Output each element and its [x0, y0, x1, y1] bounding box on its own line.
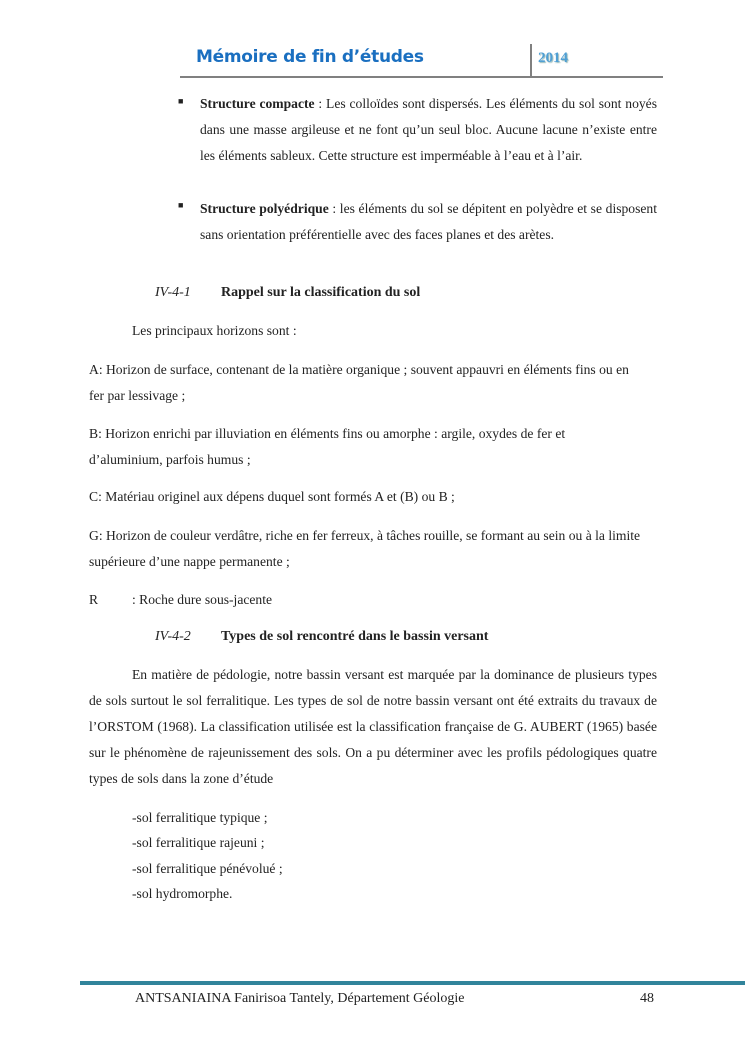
bullet-icon: ■ [178, 200, 184, 210]
bullet-item [200, 91, 657, 169]
horizon-g: G: Horizon de couleur verdâtre, riche en fer ferreux, à tâches rouille, se formant au sein ou à la limite supérieure d’une nappe permanente ; [89, 528, 641, 569]
header-separator [530, 44, 532, 77]
intro-text: Les principaux horizons sont : [132, 323, 297, 338]
section-title: Types de sol rencontré dans le bassin versant [221, 629, 489, 644]
soil-type-list [132, 805, 283, 906]
footer-author: ANTSANIAINA Fanirisoa Tantely, Département Géologie [135, 991, 465, 1006]
list-item: -sol ferralitique rajeuni ; [132, 835, 265, 851]
section-heading-2 [155, 629, 489, 645]
header-year: 2014 [538, 50, 568, 66]
bullet-term: Structure polyédrique [200, 201, 329, 216]
section-number: IV-4-2 [155, 629, 191, 644]
bullet-text: : les éléments du sol se dépitent en polyèdre et se disposent sans orientation préférentielle avec des faces planes et des arètes. [200, 201, 657, 242]
header-rule [180, 76, 663, 78]
footer-rule [80, 981, 745, 985]
bullet-item [200, 196, 657, 248]
bullet-icon: ■ [178, 96, 184, 106]
bullet-term: Structure compacte [200, 96, 315, 111]
list-item: -sol hydromorphe. [132, 885, 233, 901]
header-title: Mémoire de fin d’études [196, 47, 424, 67]
horizon-b: B: Horizon enrichi par illuviation en éléments fins ou amorphe : argile, oxydes de fer et d’aluminium, parfois humus ; [89, 426, 566, 467]
section-title: Rappel sur la classification du sol [221, 285, 421, 300]
section-heading-1 [155, 285, 421, 301]
section-number: IV-4-1 [155, 285, 191, 300]
list-item: -sol ferralitique pénévolué ; [132, 860, 283, 876]
horizon-r-text: : Roche dure sous-jacente [132, 592, 273, 607]
bullet-text: : Les colloïdes sont dispersés. Les éléments du sol sont noyés dans une masse argileuse et ne font qu’un seul bloc. Aucune lacune n’existe entre les éléments sableux. Cette structure est imperméable à l’eau et à l’air. [200, 96, 657, 163]
horizon-c: C: Matériau originel aux dépens duquel sont formés A et (B) ou B ; [89, 489, 455, 504]
list-item: -sol ferralitique typique ; [132, 810, 268, 825]
page-number: 48 [640, 991, 654, 1006]
horizon-r-letter: R [89, 592, 99, 607]
horizon-a: A: Horizon de surface, contenant de la matière organique ; souvent appauvri en éléments fins ou en fer par lessivage ; [89, 362, 629, 403]
body-paragraph: En matière de pédologie, notre bassin versant est marquée par la dominance de plusieurs types de sols surtout le sol ferralitique. Les types de sol de notre bassin versant ont été extraits du travaux de l’ORSTOM (1968). La classification utilisée est la classification française de G. AUBERT (1965) basée sur le phénomène de rajeunissement des sols. On a pu déterminer avec les profils pédologiques quatre types de sols dans la zone d’étude [89, 667, 657, 786]
